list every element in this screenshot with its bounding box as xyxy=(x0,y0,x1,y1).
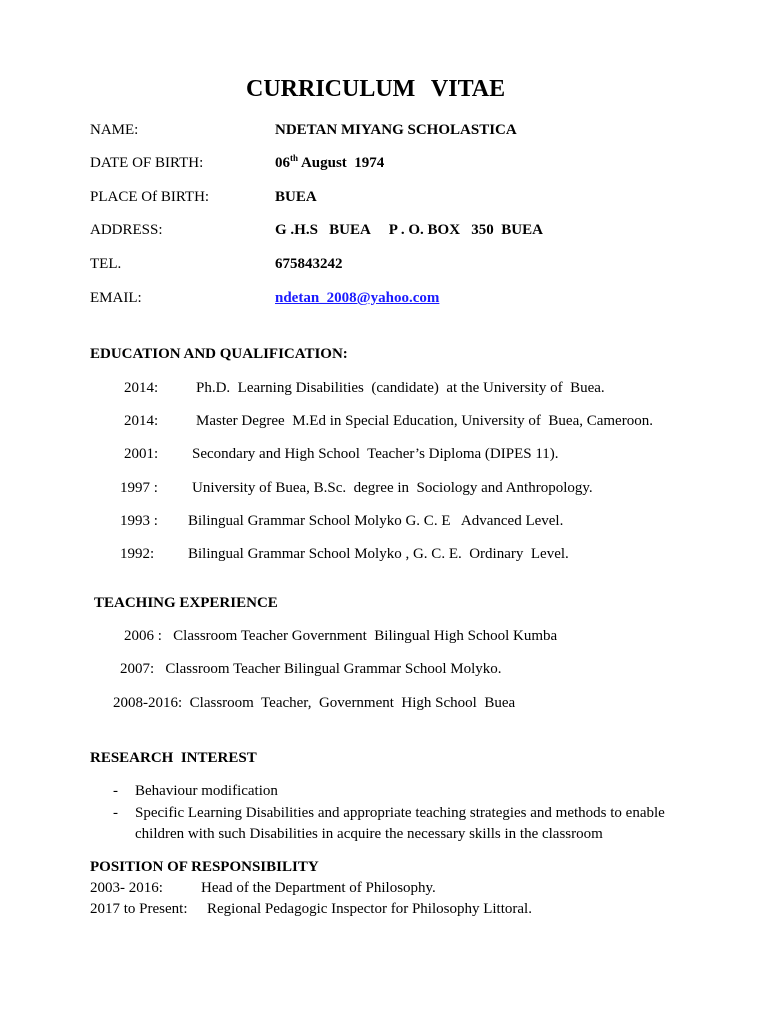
education-text: University of Buea, B.Sc. degree in Sociology and Anthropology. xyxy=(192,480,593,496)
education-heading: EDUCATION AND QUALIFICATION: xyxy=(90,346,348,362)
education-year: 2014: xyxy=(124,413,159,429)
page-title: CURRICULUM VITAE xyxy=(246,76,506,102)
dob-value xyxy=(275,154,384,172)
research-item: Specific Learning Disabilities and appropriate teaching strategies and methods to enable xyxy=(135,805,665,821)
dob-label: DATE OF BIRTH: xyxy=(90,155,204,171)
education-text: Secondary and High School Teacher’s Diploma (DIPES 11). xyxy=(192,446,559,462)
tel-value: 675843242 xyxy=(275,256,343,272)
teaching-item: 2007: Classroom Teacher Bilingual Grammar School Molyko. xyxy=(120,661,502,677)
education-year: 1992: xyxy=(120,546,155,562)
responsibility-period: 2017 to Present: xyxy=(90,901,188,917)
education-year: 2014: xyxy=(124,380,159,396)
teaching-item: 2006 : Classroom Teacher Government Bilingual High School Kumba xyxy=(124,628,558,644)
responsibility-text: Regional Pedagogic Inspector for Philosophy Littoral. xyxy=(207,901,532,917)
pob-label: PLACE Of BIRTH: xyxy=(90,189,210,205)
responsibility-text: Head of the Department of Philosophy. xyxy=(201,880,436,896)
responsibility-heading: POSITION OF RESPONSIBILITY xyxy=(90,859,319,875)
research-item: Behaviour modification xyxy=(135,783,278,799)
research-item-continuation: children with such Disabilities in acquire the necessary skills in the classroom xyxy=(135,826,603,842)
name-value: NDETAN MIYANG SCHOLASTICA xyxy=(275,122,517,138)
teaching-heading: TEACHING EXPERIENCE xyxy=(94,595,278,611)
research-heading: RESEARCH INTEREST xyxy=(90,750,257,766)
dob-month-year: August 1974 xyxy=(298,155,385,171)
address-value: G .H.S BUEA P . O. BOX 350 BUEA xyxy=(275,222,543,238)
teaching-item: 2008-2016: Classroom Teacher, Government High School Buea xyxy=(113,695,516,711)
education-text: Bilingual Grammar School Molyko , G. C. E. Ordinary Level. xyxy=(188,546,569,562)
education-year: 1997 : xyxy=(120,480,158,496)
address-label: ADDRESS: xyxy=(90,222,163,238)
bullet-dash: - xyxy=(113,783,118,799)
name-label: NAME: xyxy=(90,122,139,138)
bullet-dash: - xyxy=(113,805,118,821)
email-label: EMAIL: xyxy=(90,290,142,306)
education-text: Bilingual Grammar School Molyko G. C. E Advanced Level. xyxy=(188,513,564,529)
tel-label: TEL. xyxy=(90,256,122,272)
education-year: 1993 : xyxy=(120,513,158,529)
email-link[interactable]: ndetan_2008@yahoo.com xyxy=(275,290,440,306)
pob-value: BUEA xyxy=(275,189,317,205)
education-year: 2001: xyxy=(124,446,159,462)
dob-day: 06 xyxy=(275,155,290,171)
education-text: Ph.D. Learning Disabilities (candidate) at the University of Buea. xyxy=(196,380,605,396)
education-text: Master Degree M.Ed in Special Education, University of Buea, Cameroon. xyxy=(196,413,653,429)
responsibility-period: 2003- 2016: xyxy=(90,880,163,896)
dob-suffix: th xyxy=(290,153,299,163)
